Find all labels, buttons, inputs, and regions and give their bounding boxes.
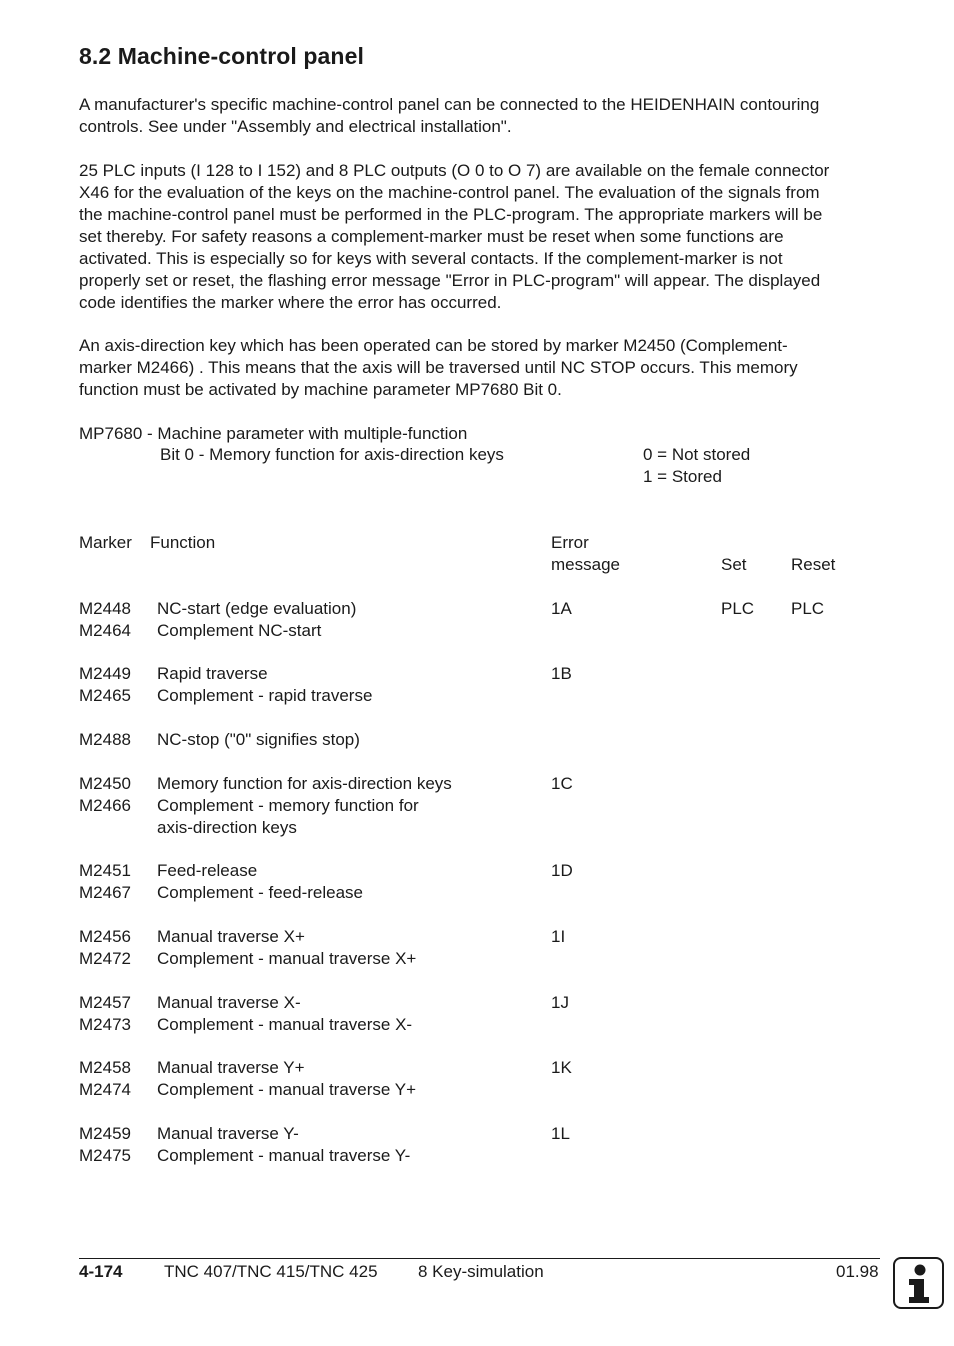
table-header [0,532,954,554]
marker-cell: M2459 [79,1124,131,1143]
plc-io-paragraph [79,160,879,314]
header-error: Error [551,533,589,552]
table-row [0,620,954,642]
function-cell: Manual traverse X+ [157,927,305,946]
marker-cell: M2451 [79,861,131,880]
edition-date: 01.98 [836,1262,879,1281]
table-row [0,773,954,795]
marker-cell: M2450 [79,774,131,793]
table-row [0,663,954,685]
table-row [0,817,954,839]
table-row [0,860,954,882]
function-cell: Manual traverse Y- [157,1124,299,1143]
text-line: properly set or reset, the flashing error message "Error in PLC-program" will appear. The displayed [79,271,821,290]
function-cell: Complement - manual traverse X+ [157,949,417,968]
function-cell: Complement - memory function for [157,796,419,815]
marker-cell: M2473 [79,1015,131,1034]
text-line: activated. This is especially so for keys with several contacts. If the complement-marker is not [79,249,783,268]
table-row [0,598,954,620]
marker-cell: M2472 [79,949,131,968]
header-reset: Reset [791,555,836,574]
table-row [0,948,954,970]
reset-cell: PLC [791,599,825,618]
marker-cell: M2448 [79,599,131,618]
table-row [0,685,954,707]
header-set: Set [721,555,747,574]
product-name: TNC 407/TNC 415/TNC 425 [164,1262,378,1281]
marker-cell: M2488 [79,730,131,749]
table-row [0,1057,954,1079]
function-cell: NC-stop ("0" signifies stop) [157,730,360,749]
mp-title: MP7680 - Machine parameter with multiple-function [79,424,468,443]
error-code-cell: 1I [551,927,566,946]
marker-cell: M2475 [79,1146,131,1165]
info-icon [895,1259,942,1307]
function-cell: Manual traverse X- [157,993,301,1012]
info-icon [893,1257,944,1309]
function-cell: Complement - feed-release [157,883,363,902]
table-row [0,926,954,948]
function-cell: Rapid traverse [157,664,268,683]
text-line: A manufacturer's specific machine-control panel can be connected to the HEIDENHAIN contouring [79,95,820,114]
axis-key-paragraph [79,335,879,401]
text-line: controls. See under "Assembly and electrical installation". [79,117,512,136]
error-code-cell: 1K [551,1058,572,1077]
table-row [0,1079,954,1101]
function-cell: Manual traverse Y+ [157,1058,305,1077]
footer-divider [79,1258,880,1259]
function-cell: Complement - manual traverse X- [157,1015,413,1034]
error-code-cell: 1L [551,1124,570,1143]
page-title: 8.2 Machine-control panel [79,43,364,69]
function-cell: Complement - manual traverse Y+ [157,1080,417,1099]
error-code-cell: 1B [551,664,572,683]
function-cell: Feed-release [157,861,258,880]
function-cell: Memory function for axis-direction keys [157,774,452,793]
mp-value: 1 = Stored [643,467,722,486]
error-code-cell: 1A [551,599,572,618]
header-marker: Marker [79,533,132,552]
text-line: set thereby. For safety reasons a complement-marker must be reset when some functions are [79,227,784,246]
text-line: X46 for the evaluation of the keys on the machine-control panel. The evaluation of the signals from [79,183,820,202]
table-row [0,1014,954,1036]
mp-bit-description: Bit 0 - Memory function for axis-direction keys [160,445,504,464]
mp-value: 0 = Not stored [643,445,751,464]
chapter-name: 8 Key-simulation [418,1262,544,1281]
header-error: message [551,555,620,574]
table-row [0,882,954,904]
marker-cell: M2467 [79,883,131,902]
text-line: An axis-direction key which has been operated can be stored by marker M2450 (Complement- [79,336,788,355]
marker-cell: M2456 [79,927,131,946]
set-cell: PLC [721,599,755,618]
marker-cell: M2458 [79,1058,131,1077]
page-number: 4-174 [79,1262,123,1281]
intro-paragraph [79,94,879,138]
function-cell: Complement NC-start [157,621,322,640]
error-code-cell: 1C [551,774,573,793]
table-row [0,795,954,817]
text-line: the machine-control panel must be performed in the PLC-program. The appropriate markers will be [79,205,823,224]
marker-cell: M2464 [79,621,131,640]
marker-cell: M2465 [79,686,131,705]
text-line: code identifies the marker where the error has occurred. [79,293,502,312]
marker-cell: M2466 [79,796,131,815]
table-row [0,729,954,751]
text-line: marker M2466) . This means that the axis will be traversed until NC STOP occurs. This memory [79,358,798,377]
function-cell: NC-start (edge evaluation) [157,599,357,618]
table-row [0,1145,954,1167]
text-line: 25 PLC inputs (I 128 to I 152) and 8 PLC outputs (O 0 to O 7) are available on the female connector [79,161,830,180]
text-line: function must be activated by machine parameter MP7680 Bit 0. [79,380,562,399]
table-row [0,992,954,1014]
marker-cell: M2449 [79,664,131,683]
function-cell: Complement - manual traverse Y- [157,1146,411,1165]
marker-cell: M2457 [79,993,131,1012]
marker-cell: M2474 [79,1080,131,1099]
function-cell: axis-direction keys [157,818,297,837]
table-row [0,1123,954,1145]
header-function: Function [150,533,216,552]
error-code-cell: 1J [551,993,569,1012]
function-cell: Complement - rapid traverse [157,686,373,705]
error-code-cell: 1D [551,861,573,880]
